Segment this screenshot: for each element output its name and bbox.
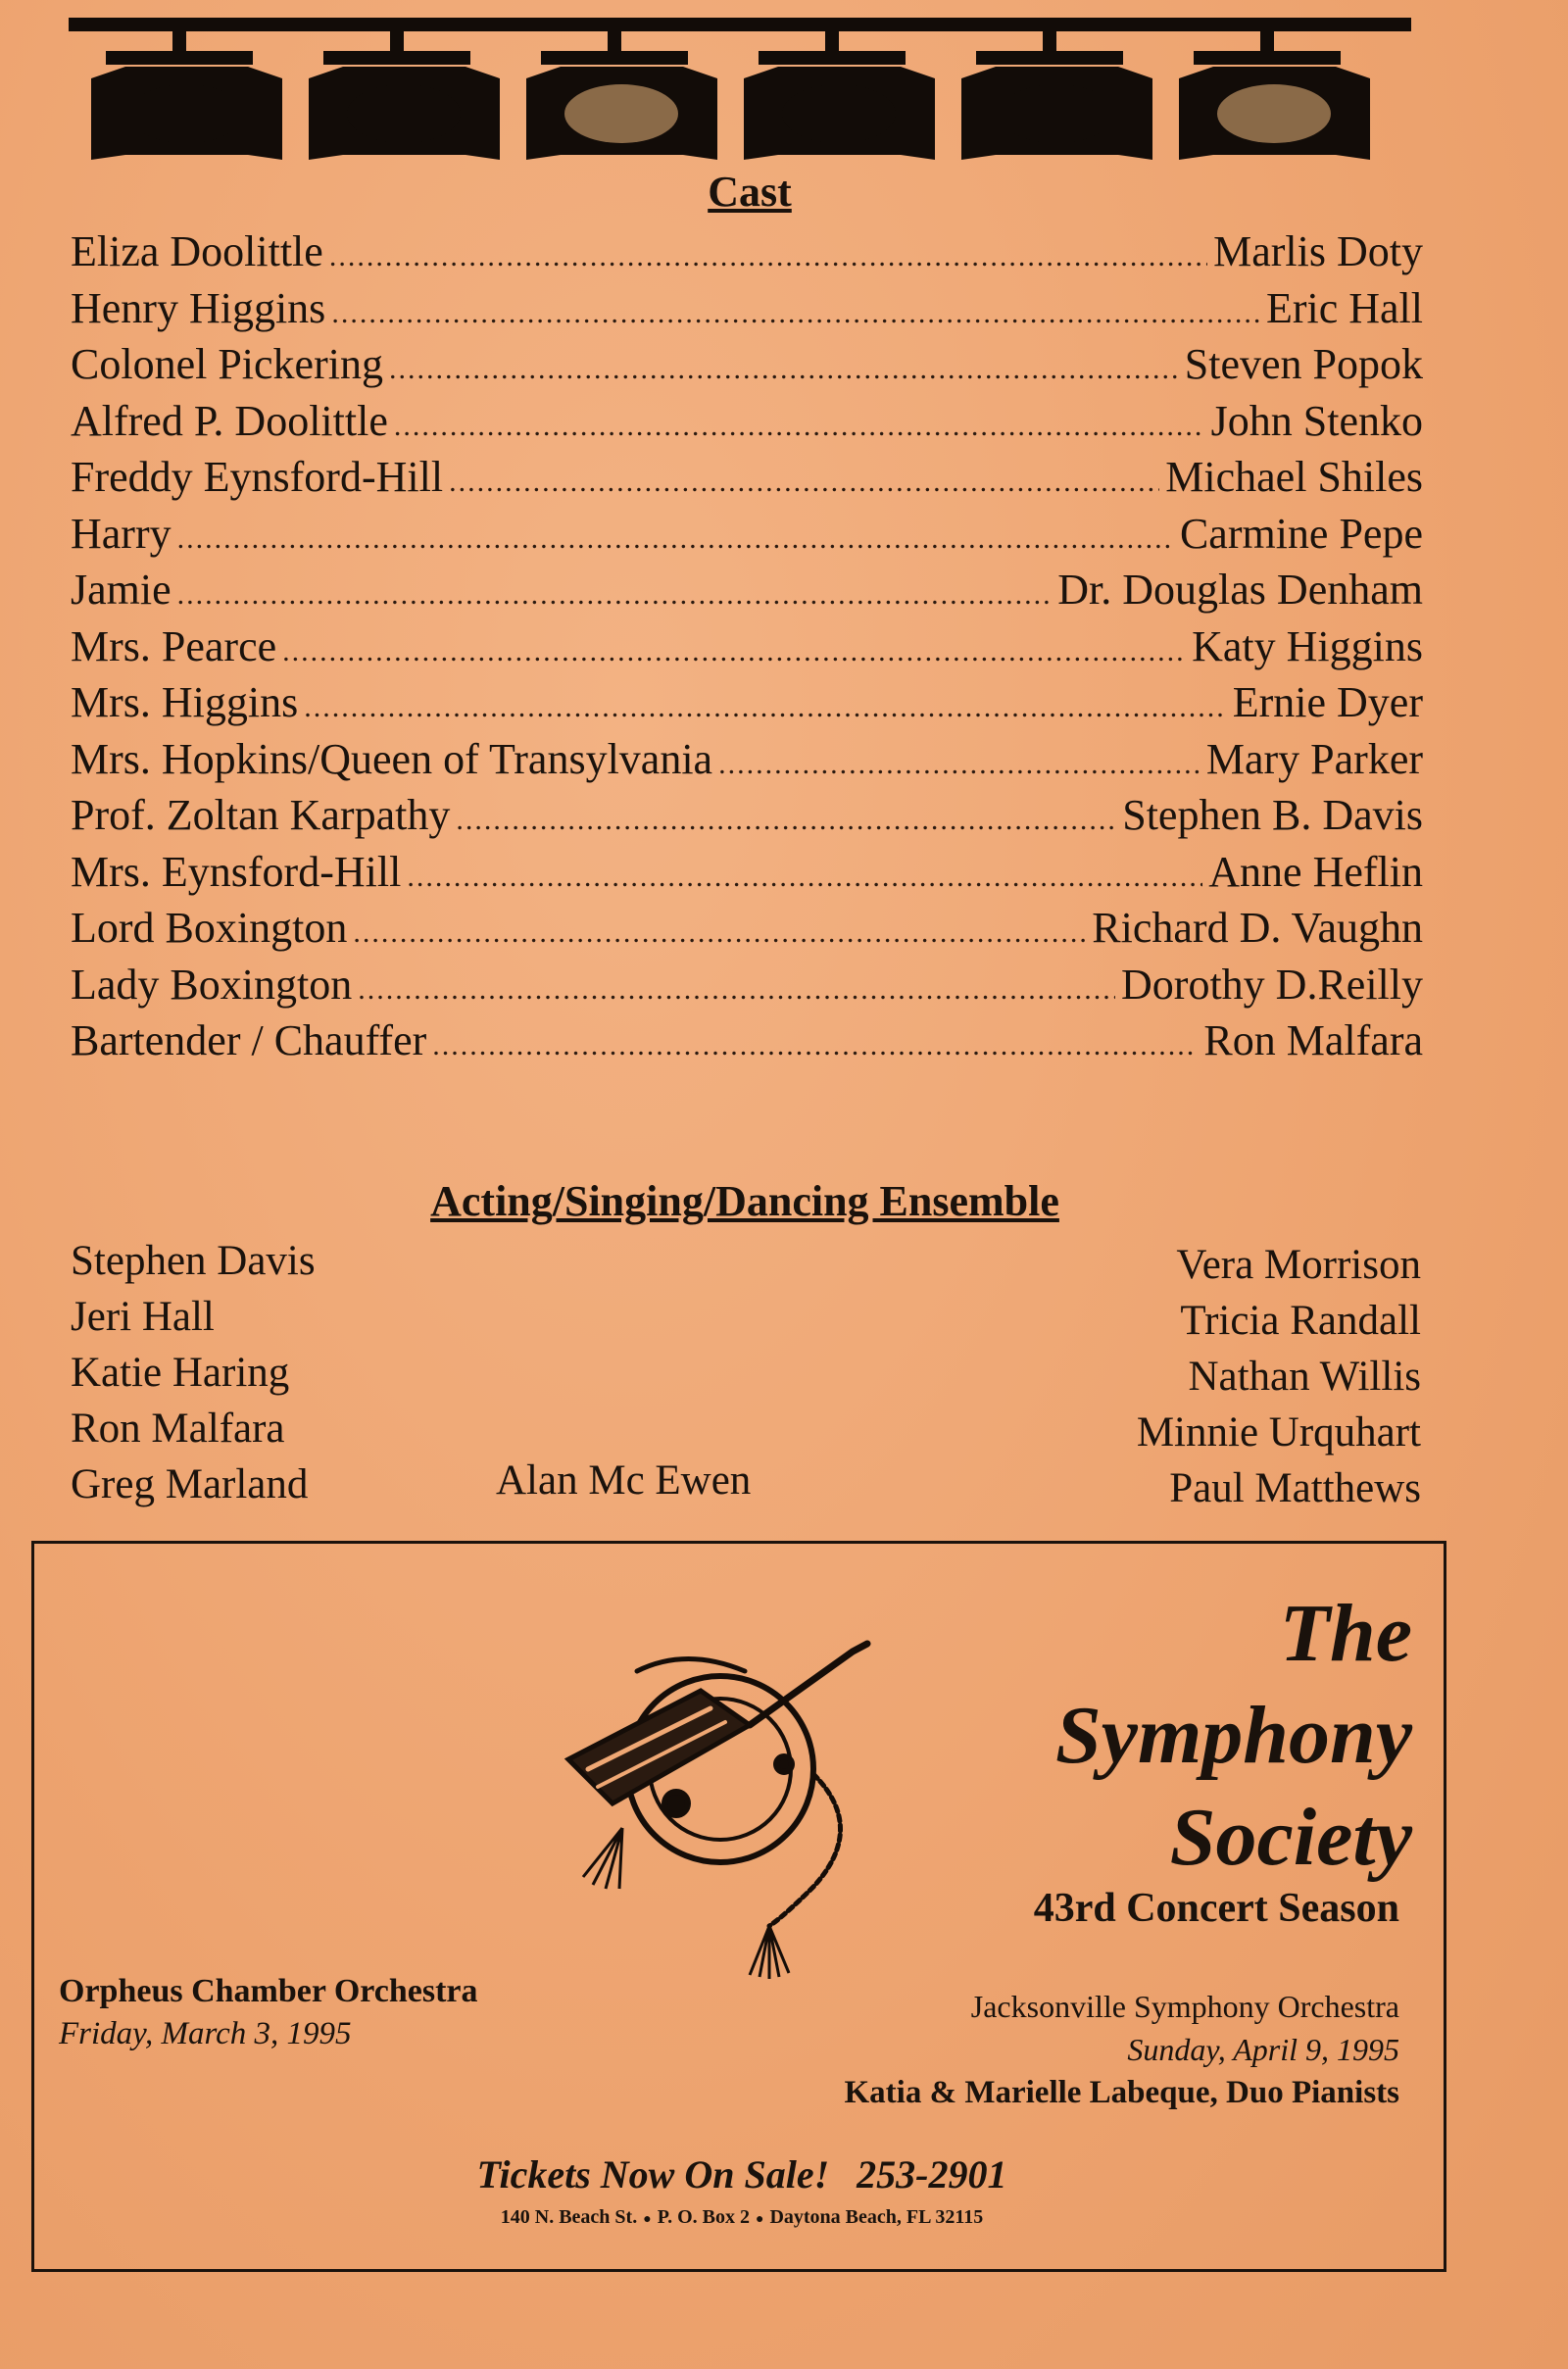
right-performers: Katia & Marielle Labeque, Duo Pianists bbox=[844, 2075, 1399, 2110]
role-name: Lady Boxington bbox=[71, 960, 353, 1009]
cast-row bbox=[71, 787, 1423, 844]
cast-heading: Cast bbox=[708, 168, 792, 216]
actor-name: Katy Higgins bbox=[1192, 621, 1423, 670]
tickets-line bbox=[34, 2151, 1449, 2197]
bullet-icon: ● bbox=[643, 2212, 652, 2227]
cast-row bbox=[71, 280, 1423, 337]
french-horn-icon bbox=[529, 1632, 960, 1985]
role-name: Prof. Zoltan Karpathy bbox=[71, 791, 451, 839]
leader-dots bbox=[432, 1017, 1198, 1073]
leader-dots bbox=[177, 567, 1053, 622]
stage-light-icon bbox=[526, 31, 717, 160]
cast-row bbox=[71, 449, 1423, 506]
leader-dots bbox=[358, 962, 1115, 1017]
actor-name: Richard D. Vaughn bbox=[1092, 904, 1423, 952]
stage-light-icon bbox=[744, 31, 935, 160]
stage-light-icon bbox=[91, 31, 282, 160]
leader-dots bbox=[389, 341, 1179, 397]
actor-name: Michael Shiles bbox=[1165, 453, 1423, 501]
tickets-text: Tickets Now On Sale! bbox=[476, 2152, 830, 2196]
role-name: Lord Boxington bbox=[71, 904, 348, 952]
role-name: Colonel Pickering bbox=[71, 340, 383, 388]
cast-row bbox=[71, 731, 1423, 788]
leader-dots bbox=[718, 736, 1200, 792]
left-org: Orpheus Chamber Orchestra bbox=[59, 1973, 478, 2009]
leader-dots bbox=[304, 679, 1227, 735]
cast-row bbox=[71, 674, 1423, 731]
leader-dots bbox=[394, 398, 1205, 454]
left-date: Friday, March 3, 1995 bbox=[59, 2016, 352, 2051]
leader-dots bbox=[282, 623, 1186, 679]
actor-name: Marlis Doty bbox=[1213, 227, 1423, 275]
actor-name: Dorothy D.Reilly bbox=[1121, 960, 1423, 1009]
role-name: Bartender / Chauffer bbox=[71, 1016, 427, 1064]
ensemble-heading: Acting/Singing/Dancing Ensemble bbox=[430, 1177, 1059, 1225]
role-name: Harry bbox=[71, 509, 172, 558]
orpheus-concert-info bbox=[59, 1970, 478, 2054]
role-name: Freddy Eynsford-Hill bbox=[71, 453, 444, 501]
ensemble-member: Paul Matthews bbox=[1169, 1465, 1421, 1511]
right-org: Jacksonville Symphony Orchestra bbox=[970, 1989, 1399, 2024]
role-name: Mrs. Eynsford-Hill bbox=[71, 847, 402, 896]
cast-row bbox=[71, 393, 1423, 450]
stage-light-icon bbox=[961, 31, 1152, 160]
role-name: Henry Higgins bbox=[71, 283, 326, 332]
stage-light-icon bbox=[309, 31, 500, 160]
symphony-society-title: The Symphony Society bbox=[1054, 1588, 1412, 1883]
role-name: Alfred P. Doolittle bbox=[71, 396, 388, 445]
actor-name: Carmine Pepe bbox=[1179, 509, 1423, 558]
right-date: Sunday, April 9, 1995 bbox=[1127, 2032, 1399, 2067]
cast-row bbox=[71, 957, 1423, 1013]
ensemble-member: Nathan Willis bbox=[1188, 1354, 1421, 1400]
symphony-society-ad bbox=[31, 1541, 1446, 2272]
role-name: Mrs. Hopkins/Queen of Transylvania bbox=[71, 734, 713, 783]
jacksonville-concert-info bbox=[845, 1985, 1399, 2114]
actor-name: Stephen B. Davis bbox=[1122, 791, 1423, 839]
cast-row bbox=[71, 618, 1423, 675]
leader-dots bbox=[353, 905, 1086, 961]
role-name: Jamie bbox=[71, 566, 172, 614]
cast-row bbox=[71, 336, 1423, 393]
cast-row bbox=[71, 223, 1423, 280]
cast-row bbox=[71, 506, 1423, 563]
ensemble-member: Minnie Urquhart bbox=[1136, 1409, 1421, 1456]
cast-list bbox=[71, 223, 1423, 1069]
ensemble-member: Tricia Randall bbox=[1180, 1298, 1421, 1344]
stage-light-icon bbox=[1179, 31, 1370, 160]
actor-name: Eric Hall bbox=[1265, 283, 1423, 332]
actor-name: John Stenko bbox=[1210, 396, 1423, 445]
role-name: Mrs. Pearce bbox=[71, 621, 277, 670]
ensemble-center-name: Alan Mc Ewen bbox=[496, 1457, 752, 1504]
bullet-icon: ● bbox=[755, 2212, 764, 2227]
ensemble-right-column bbox=[1137, 1237, 1421, 1516]
cast-row bbox=[71, 844, 1423, 901]
tickets-phone: 253-2901 bbox=[857, 2152, 1007, 2196]
actor-name: Ron Malfara bbox=[1203, 1016, 1423, 1064]
ensemble-member: Stephen Davis bbox=[71, 1238, 316, 1284]
ensemble-member: Jeri Hall bbox=[71, 1294, 215, 1340]
ensemble-member: Greg Marland bbox=[71, 1461, 309, 1507]
ensemble-member: Ron Malfara bbox=[71, 1406, 285, 1452]
leader-dots bbox=[407, 849, 1202, 905]
role-name: Eliza Doolittle bbox=[71, 227, 323, 275]
actor-name: Anne Heflin bbox=[1208, 847, 1423, 896]
leader-dots bbox=[177, 511, 1174, 567]
leader-dots bbox=[456, 792, 1116, 848]
leader-dots bbox=[329, 228, 1207, 284]
role-name: Mrs. Higgins bbox=[71, 678, 299, 726]
ensemble-left-column bbox=[71, 1233, 316, 1512]
actor-name: Mary Parker bbox=[1205, 734, 1423, 783]
stage-lights-banner bbox=[69, 18, 1411, 165]
address-line: 140 N. Beach St. ● P. O. Box 2 ● Daytona Beach, FL 32115 bbox=[500, 2206, 984, 2228]
leader-dots bbox=[331, 285, 1260, 341]
cast-row bbox=[71, 1012, 1423, 1069]
actor-name: Steven Popok bbox=[1184, 340, 1423, 388]
concert-season: 43rd Concert Season bbox=[1033, 1886, 1399, 1931]
actor-name: Ernie Dyer bbox=[1232, 678, 1423, 726]
cast-row bbox=[71, 562, 1423, 618]
cast-row bbox=[71, 900, 1423, 957]
ensemble-member: Katie Haring bbox=[71, 1350, 290, 1396]
leader-dots bbox=[449, 454, 1159, 510]
actor-name: Dr. Douglas Denham bbox=[1057, 566, 1423, 614]
ensemble-member: Vera Morrison bbox=[1176, 1242, 1421, 1288]
